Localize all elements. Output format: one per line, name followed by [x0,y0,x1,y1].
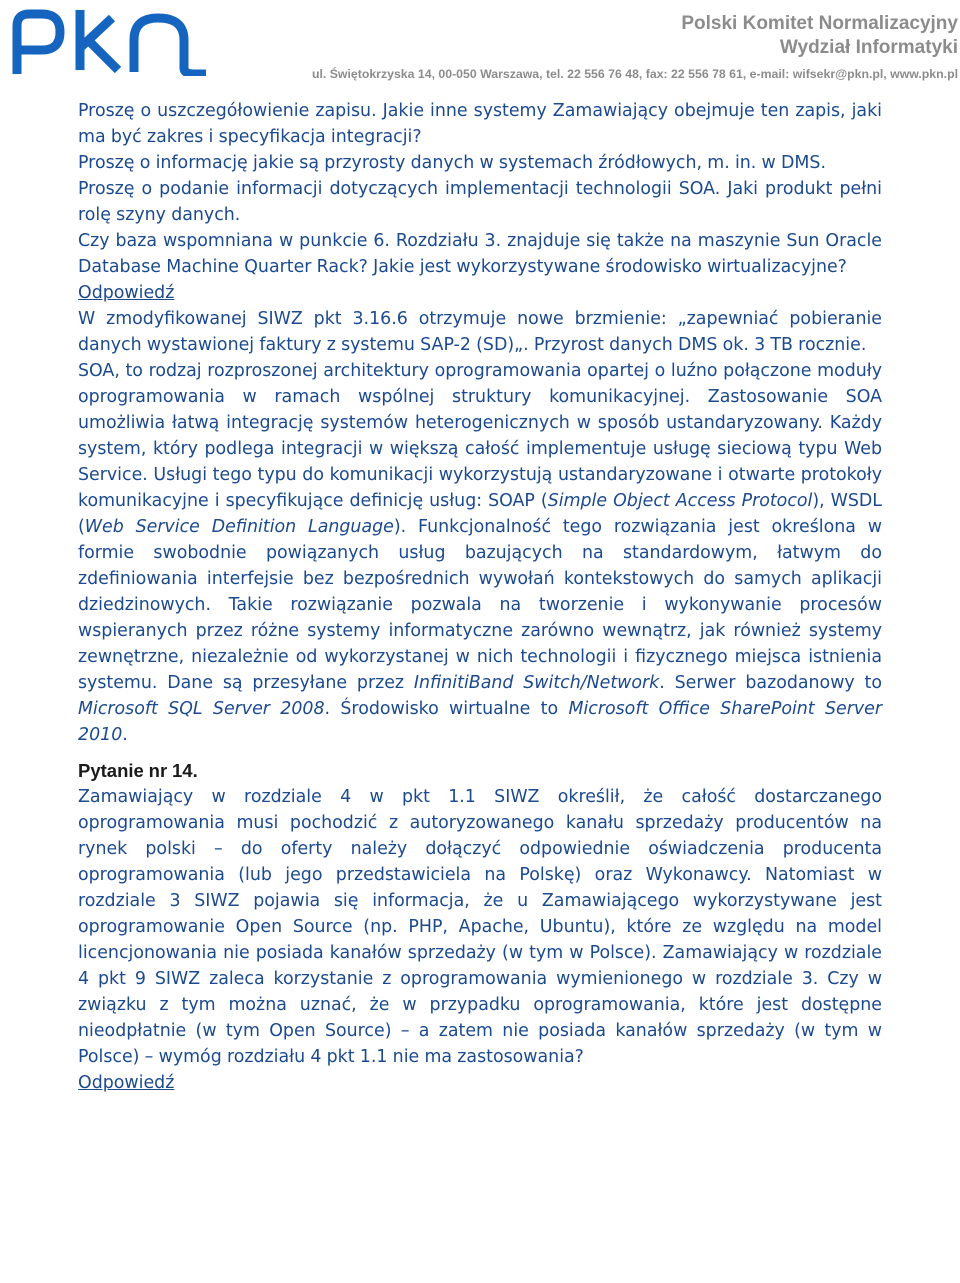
answer-paragraph-soa [78,358,882,748]
question-text: Proszę o uszczegółowienie zapisu. Jakie inne systemy Zamawiający obejmuje ten zapis, jaki ma być zakres i specyfikacja integracji? [78,101,882,147]
answer-text: ), WSDL ( [78,491,882,537]
answer-heading: Odpowiedź [78,283,175,303]
italic-term: Microsoft SQL Server 2008 [78,699,325,719]
answer-text: ). Funkcjonalność tego rozwiązania jest określona w formie swobodnie powiązanych usług bazujących na standardowym, łatwym do zdefiniowania interfejsie bez bezpośrednich wywołań kontekstowych do samych aplikacji dziedzinowych. Takie rozwiązanie pozwala na tworzenie i wykonywanie procesów wspieranych przez różne systemy informatyczne zarówno wewnątrz, jak również systemy zewnętrzne, niezależnie od wykorzystanej w nich technologii i fizycznego miejsca istnienia systemu. Dane są przesyłane przez [78,517,882,693]
answer-text: . [122,725,128,745]
pkn-logo [6,4,210,76]
italic-term: Simple Object Access Protocol [547,491,813,511]
italic-term: Microsoft Office SharePoint Server 2010 [78,699,882,745]
question-14-text: Zamawiający w rozdziale 4 w pkt 1.1 SIWZ określił, że całość dostarczanego oprogramowania musi pochodzić z autoryzowanego kanału sprzedaży producentów na rynek polski – do oferty należy dołączyć odpowiednie oświadczenia producenta oprogramowania (lub jego przedstawiciela na Polskę) oraz Wykonawcy. Natomiast w rozdziale 3 SIWZ pojawia się informacja, że u Zamawiającego wykorzystywane jest oprogramowanie Open Source (np. PHP, Apache, Ubuntu), które ze względu na model licencjonowania nie posiada kanałów sprzedaży (w tym w Polsce). Zamawiający w rozdziale 4 pkt 9 SIWZ zaleca korzystanie z oprogramowania wymienionego w rozdziale 3. Czy w związku z tym można uznać, że w przypadku oprogramowania, które jest dostępne nieodpłatnie (w tym Open Source) – a zatem nie posiada kanałów sprzedaży (w tym w Polsce) – wymóg rozdziału 4 pkt 1.1 nie ma zastosowania? [78,787,882,1067]
answer-heading: Odpowiedź [78,1073,175,1093]
answer-paragraph: W zmodyfikowanej SIWZ pkt 3.16.6 otrzymuje nowe brzmienie: „zapewniać pobieranie danych wystawionej faktury z systemu SAP-2 (SD)„. Przyrost danych DMS ok. 3 TB rocznie. [78,309,882,355]
question-text: Czy baza wspomniana w punkcie 6. Rozdziału 3. znajduje się także na maszynie Sun Oracle Database Machine Quarter Rack? Jakie jest wykorzystywane środowisko wirtualizacyjne? [78,231,882,277]
letterhead [312,12,958,83]
italic-term: Web Service Definition Language [84,517,394,537]
contact-address: ul. Świętokrzyska 14, 00-050 Warszawa, tel. 22 556 76 48, fax: 22 556 78 61, e-mail: wifsekr@pkn.pl, www.pkn.pl [311,67,958,81]
question-text: Proszę o informację jakie są przyrosty danych w systemach źródłowych, m. in. w DMS. [78,153,826,173]
department-name: Wydział Informatyki [779,37,958,58]
question-text: Proszę o podanie informacji dotyczących implementacji technologii SOA. Jaki produkt pełni rolę szyny danych. [78,179,882,225]
question-14-heading: Pytanie nr 14. [78,760,198,781]
answer-text: . Środowisko wirtualne to [324,699,569,719]
answer-text: SOA, to rodzaj rozproszonej architektury oprogramowania opartej o luźno połączone moduły oprogramowania w ramach wspólnej struktury komunikacyjnej. Zastosowanie SOA umożliwia łatwą integrację systemów heterogenicznych w sposób ustandaryzowany. Każdy system, który podlega integracji w większą całość implementuje usługę sieciową typu Web Service. Usługi tego typu do komunikacji wykorzystują ustandaryzowane i otwarte protokoły komunikacyjne i specyfikujące definicję usług: SOAP ( [78,361,882,511]
answer-text: . Serwer bazodanowy to [659,673,883,693]
document-body [78,98,882,1096]
org-name: Polski Komitet Normalizacyjny [681,13,958,34]
italic-term: InfinitiBand Switch/Network [413,673,660,693]
